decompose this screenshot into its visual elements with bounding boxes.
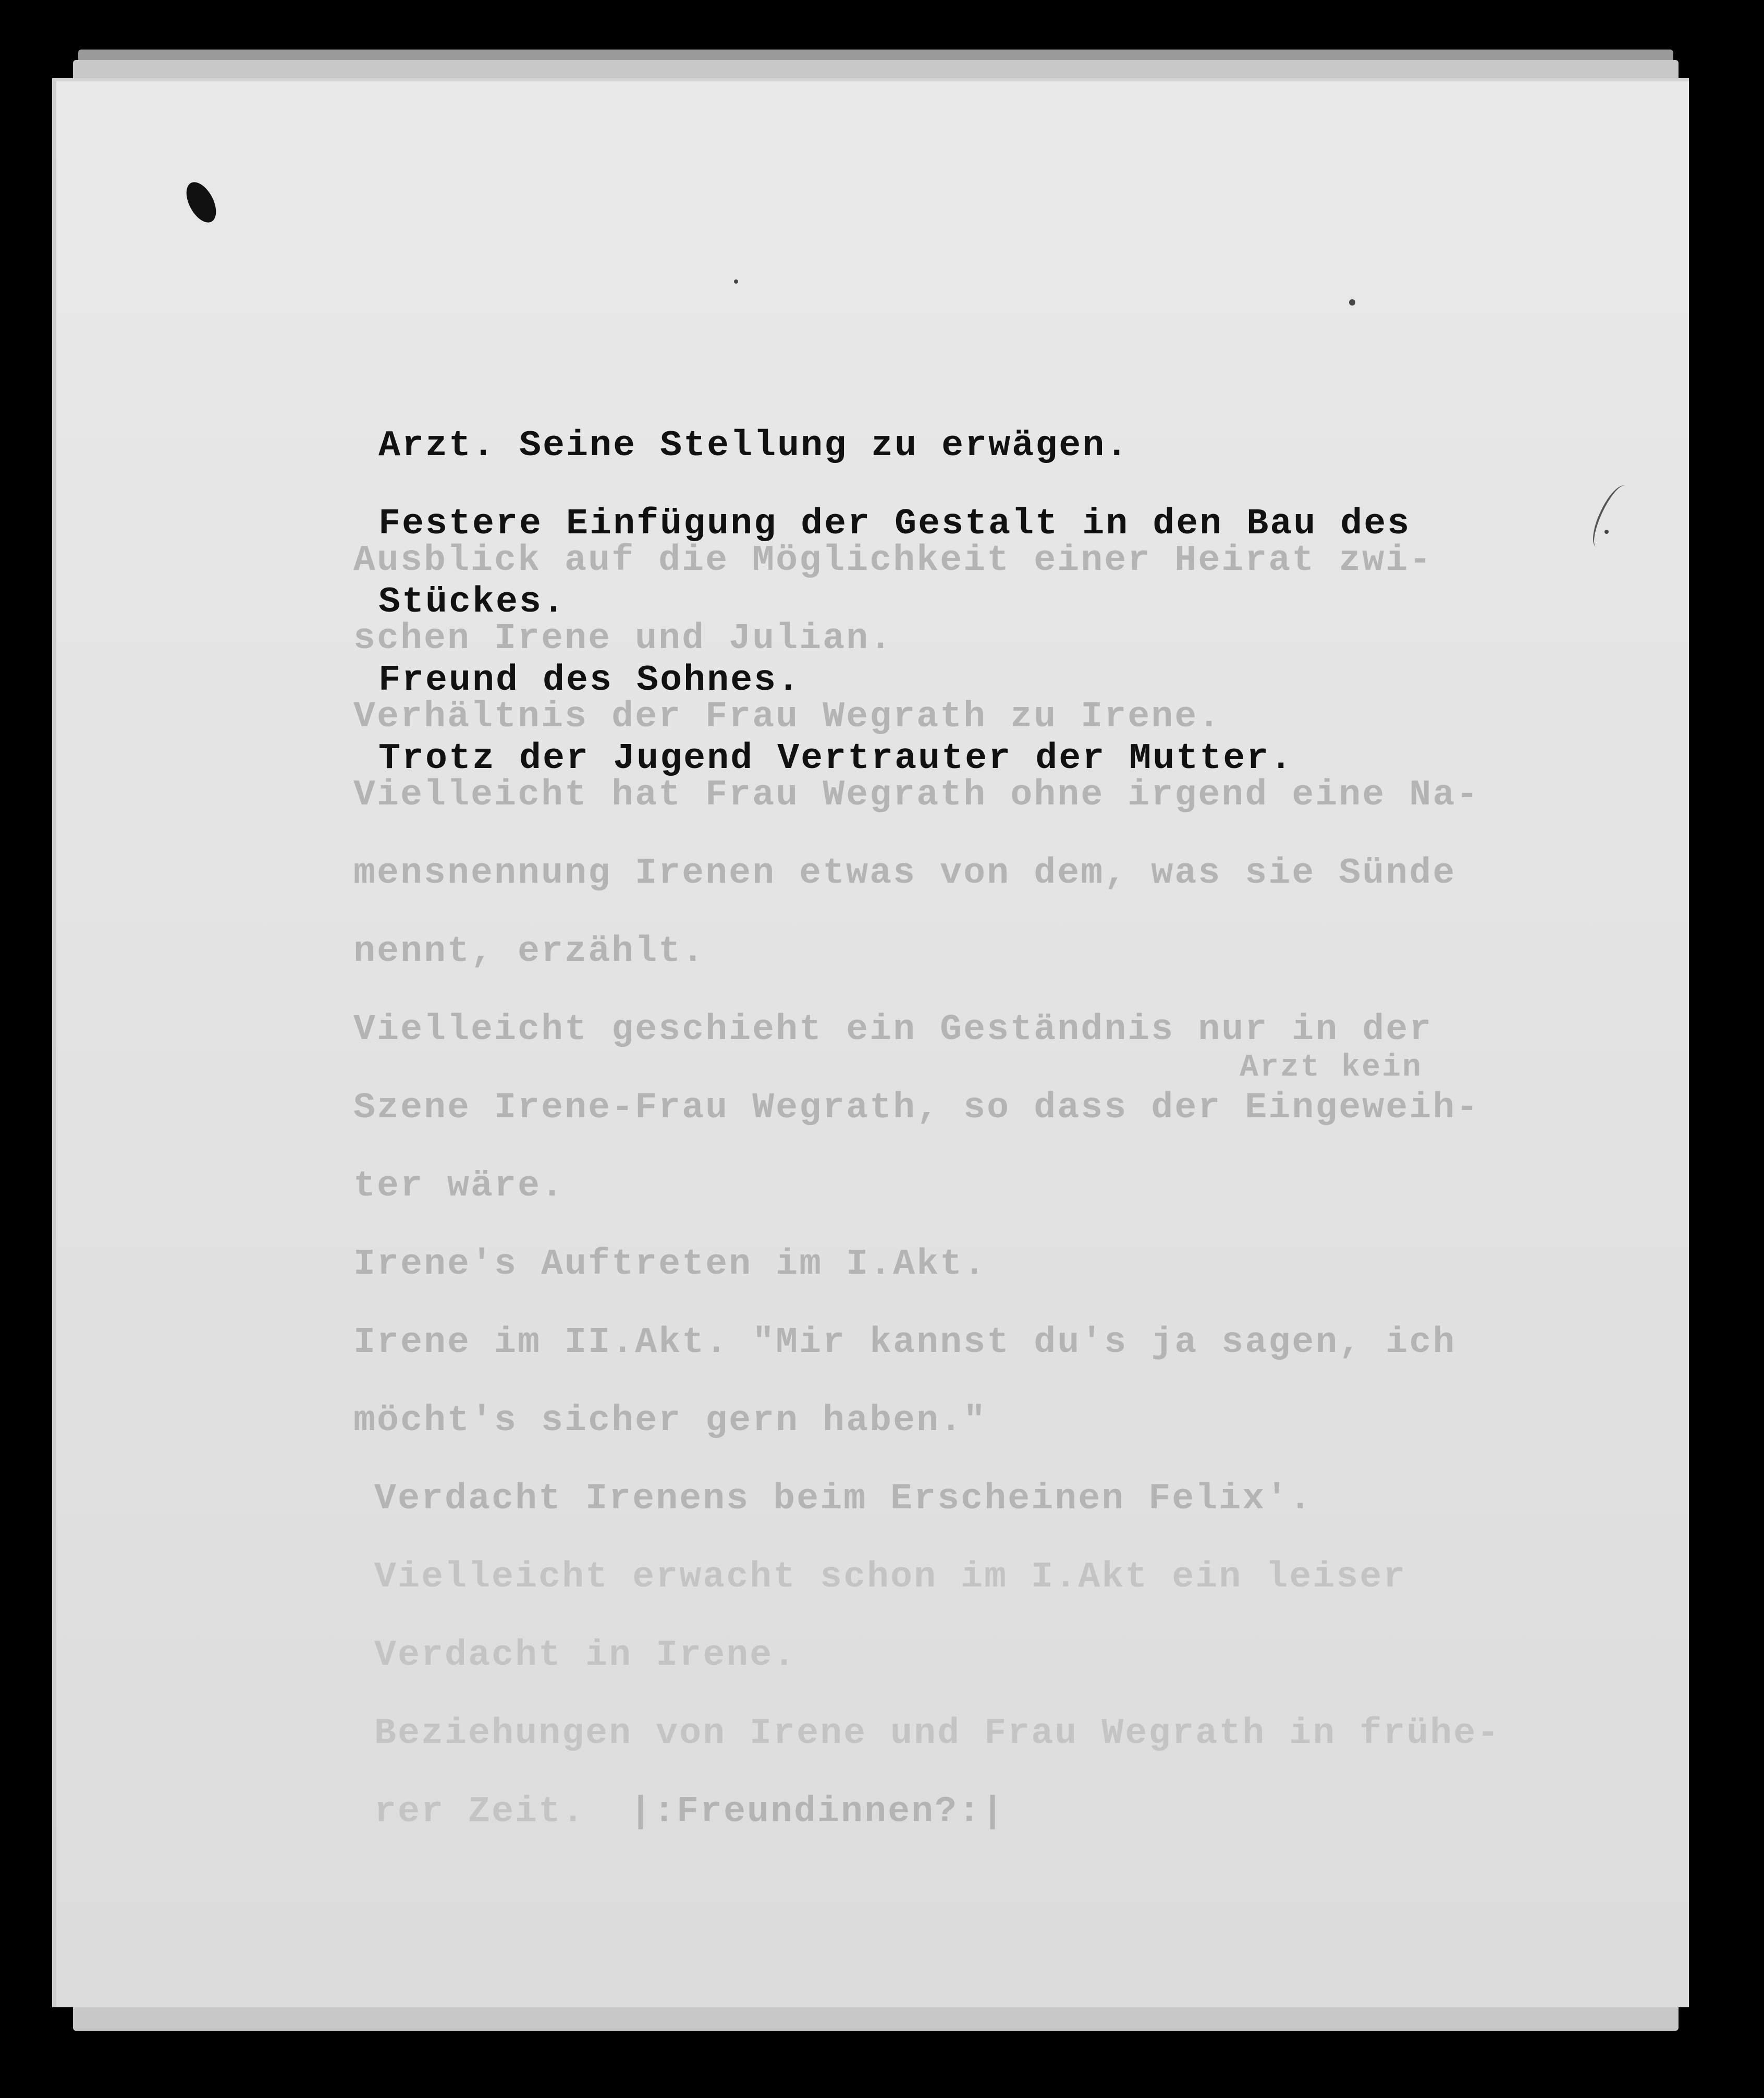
bg-interlinear-note: Arzt kein: [1240, 1050, 1423, 1085]
bg-line: Verdacht Irenens beim Erscheinen Felix'.: [374, 1479, 1313, 1520]
punch-hole: [180, 177, 222, 227]
bg-line: Szene Irene-Frau Wegrath, so dass der Eingeweih-: [353, 1088, 1480, 1129]
speck: [734, 279, 738, 284]
bg-line: rer Zeit.: [374, 1791, 586, 1833]
bg-line: Vielleicht geschieht ein Geständnis nur in der: [353, 1009, 1433, 1051]
bg-line: Irene's Auftreten im I.Akt.: [353, 1244, 987, 1285]
bg-line: Beziehungen von Irene und Frau Wegrath in frühe-: [374, 1713, 1501, 1754]
bg-line: ter wäre.: [353, 1166, 565, 1207]
bg-line: Vielleicht erwacht schon im I.Akt ein leiser: [374, 1557, 1407, 1598]
text-line: Freund des Sohnes.: [378, 660, 801, 701]
speck: [1349, 299, 1355, 306]
text-line: Festere Einfügung der Gestalt in den Bau des: [378, 504, 1411, 545]
bg-bracketed-note: |:Freundinnen?:|: [630, 1791, 1006, 1833]
bg-line: nennt, erzählt.: [353, 931, 706, 972]
bg-line: Verhältnis der Frau Wegrath zu Irene.: [353, 697, 1222, 738]
pencil-mark: [1586, 481, 1636, 552]
bg-line: möcht's sicher gern haben.": [353, 1400, 987, 1442]
typescript-page: [52, 78, 1689, 2007]
bg-line: schen Irene und Julian.: [353, 618, 893, 660]
text-line: Trotz der Jugend Vertrauter der Mutter.: [378, 738, 1294, 779]
text-line: Stückes.: [378, 582, 567, 623]
bg-line: Verdacht in Irene.: [374, 1635, 797, 1676]
bg-line: mensnennung Irenen etwas von dem, was sie Sünde: [353, 853, 1456, 894]
bg-line: Vielleicht hat Frau Wegrath ohne irgend eine Na-: [353, 775, 1480, 816]
bg-line: Irene im II.Akt. "Mir kannst du's ja sagen, ich: [353, 1322, 1456, 1363]
text-line: Arzt. Seine Stellung zu erwägen.: [378, 425, 1130, 467]
bg-line: Ausblick auf die Möglichkeit einer Heirat zwi-: [353, 540, 1433, 581]
